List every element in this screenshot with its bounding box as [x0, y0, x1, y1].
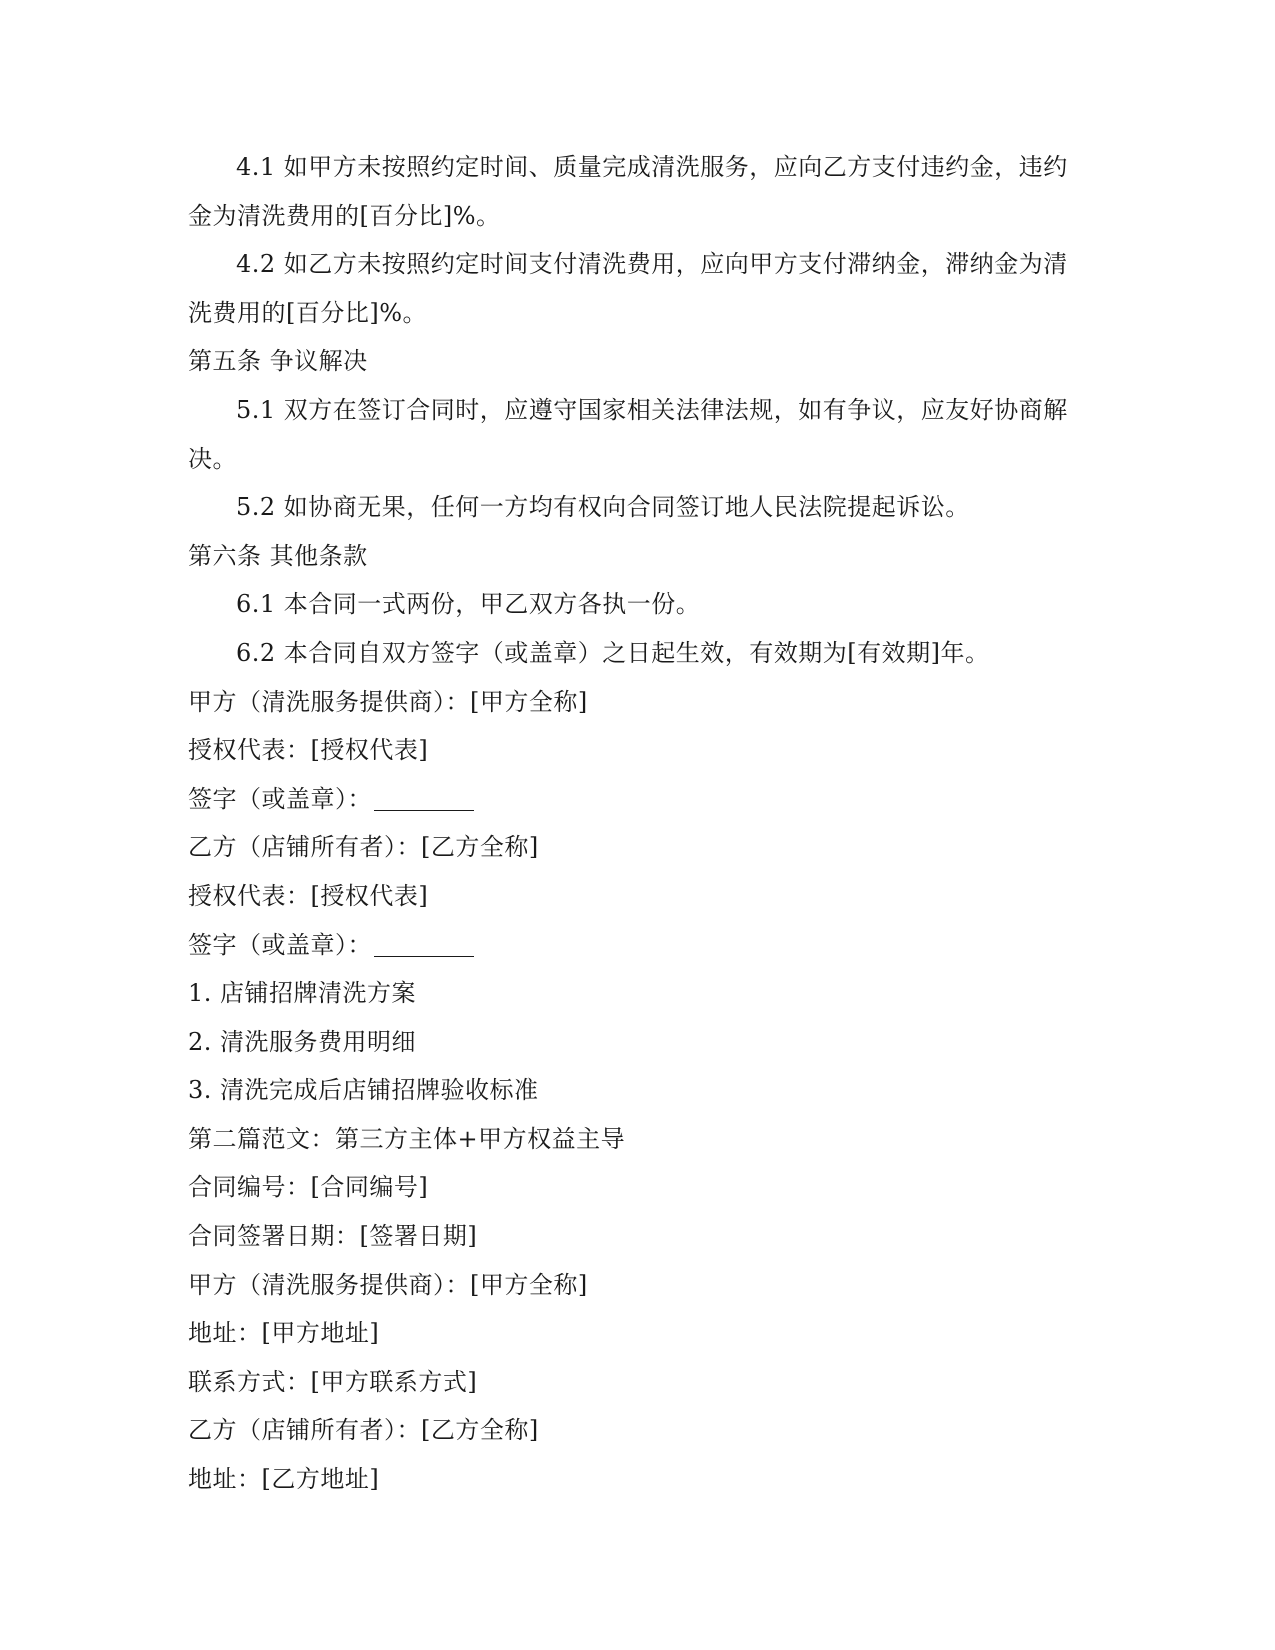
- party-a-signature-label: 签字（或盖章）：: [188, 784, 372, 813]
- document-body: [188, 143, 1088, 1504]
- attachment-item: 2. 清洗服务费用明细: [188, 1027, 417, 1056]
- contract-sign-date: 合同签署日期：[签署日期]: [188, 1222, 478, 1251]
- clause-4-2-line-1: 4.2 如乙方未按照约定时间支付清洗费用，应向甲方支付滞纳金，滞纳金为清: [236, 250, 1068, 279]
- party-b-signature-row: [188, 921, 1088, 970]
- clause-4-1-line-1: 4.1 如甲方未按照约定时间、质量完成清洗服务，应向乙方支付违约金，违约: [236, 153, 1068, 181]
- second-party-a-address: 地址：[甲方地址]: [188, 1319, 380, 1348]
- party-b-signature-label: 签字（或盖章）：: [188, 930, 372, 959]
- second-template-title: 第二篇范文：第三方主体+甲方权益主导: [188, 1124, 626, 1153]
- attachment-item: 1. 店铺招牌清洗方案: [188, 979, 417, 1008]
- clause-5-2: 5.2 如协商无果，任何一方均有权向合同签订地人民法院提起诉讼。: [236, 493, 970, 522]
- party-b-name: 乙方（店铺所有者）：[乙方全称]: [188, 833, 539, 862]
- clause-5-1-line-1: 5.1 双方在签订合同时，应遵守国家相关法律法规，如有争议，应友好协商解: [236, 395, 1068, 424]
- attachment-item: 3. 清洗完成后店铺招牌验收标准: [188, 1076, 539, 1105]
- article-5-heading: 第五条 争议解决: [188, 347, 368, 376]
- party-a-representative: 授权代表：[授权代表]: [188, 736, 429, 765]
- party-a-signature-blank: [374, 780, 474, 811]
- clause-5-1-line-2: 决。: [188, 444, 237, 473]
- party-b-representative: 授权代表：[授权代表]: [188, 881, 429, 910]
- clause-4-2-line-2: 洗费用的[百分比]%。: [188, 298, 428, 327]
- clause-4-1-line-2: 金为清洗费用的[百分比]%。: [188, 201, 501, 230]
- second-party-b-name: 乙方（店铺所有者）：[乙方全称]: [188, 1416, 539, 1445]
- clause-6-1: 6.1 本合同一式两份，甲乙双方各执一份。: [236, 590, 701, 619]
- clause-6-2: 6.2 本合同自双方签字（或盖章）之日起生效，有效期为[有效期]年。: [236, 638, 990, 667]
- party-a-name: 甲方（清洗服务提供商）：[甲方全称]: [188, 687, 588, 716]
- party-a-signature-row: [188, 775, 1088, 824]
- second-party-a-contact: 联系方式：[甲方联系方式]: [188, 1367, 478, 1396]
- article-6-heading: 第六条 其他条款: [188, 541, 368, 570]
- contract-number: 合同编号：[合同编号]: [188, 1173, 429, 1202]
- second-party-a-name: 甲方（清洗服务提供商）：[甲方全称]: [188, 1270, 588, 1299]
- party-b-signature-blank: [374, 926, 474, 957]
- second-party-b-address: 地址：[乙方地址]: [188, 1465, 380, 1494]
